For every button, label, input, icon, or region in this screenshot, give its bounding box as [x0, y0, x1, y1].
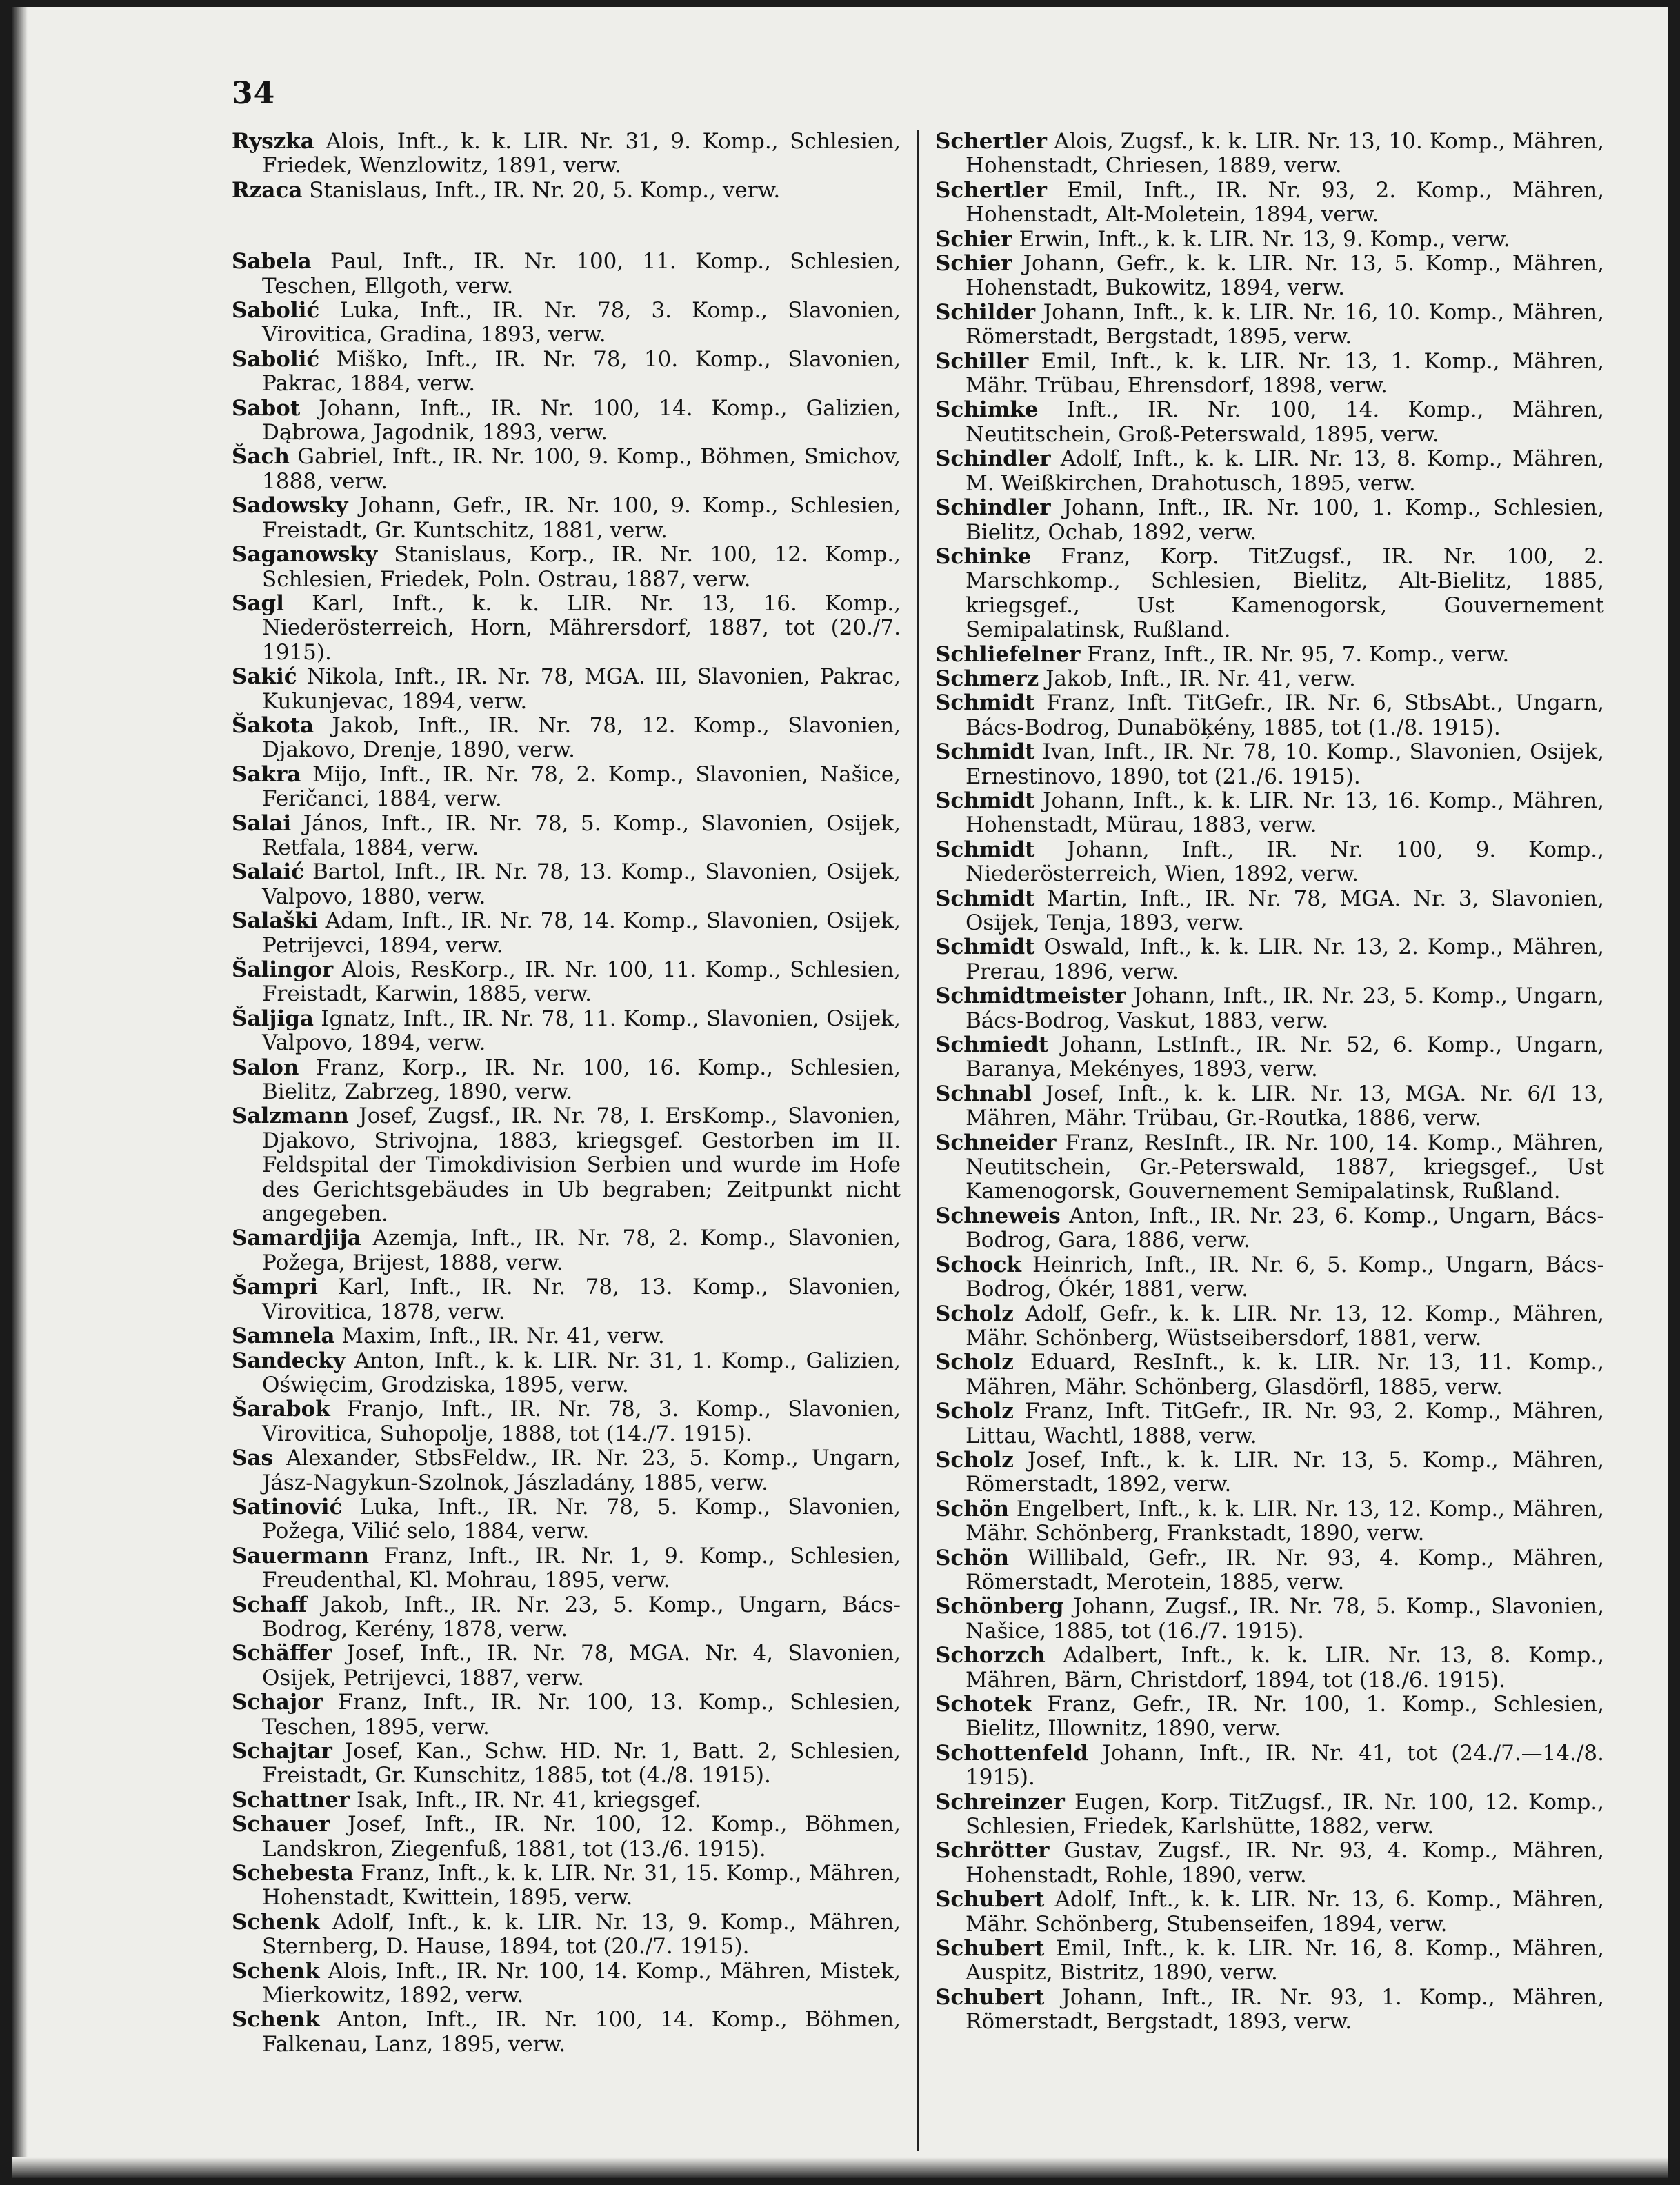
- list-item: Schattner Isak, Inft., IR. Nr. 41, kriegsgef.: [232, 1787, 701, 1813]
- list-item: Schindler Johann, Inft., IR. Nr. 100, 1. Komp., Schlesien, Bielitz, Ochab, 1892, verw.: [935, 495, 1604, 545]
- list-item: Schauer Josef, Inft., IR. Nr. 100, 12. Komp., Böhmen, Landskron, Ziegenfuß, 1881, tot (13./6. 1915).: [232, 1812, 901, 1862]
- list-item: Schubert Adolf, Inft., k. k. LIR. Nr. 13, 6. Komp., Mähren, Mähr. Schönberg, Stubenseifen, 1894, verw.: [935, 1887, 1604, 1937]
- list-item: Sakić Nikola, Inft., IR. Nr. 78, MGA. III, Slavonien, Pakrac, Kukunjevac, 1894, verw.: [232, 664, 901, 714]
- list-item: Sabela Paul, Inft., IR. Nr. 100, 11. Komp., Schlesien, Teschen, Ellgoth, verw.: [232, 249, 901, 299]
- list-item: Šalingor Alois, ResKorp., IR. Nr. 100, 11. Komp., Schlesien, Freistadt, Karwin, 1885, verw.: [232, 957, 901, 1007]
- list-item: Schinke Franz, Korp. TitZugsf., IR. Nr. 100, 2. Marschkomp., Schlesien, Bielitz, Alt-Bielitz, 1885, kriegsgef., Ust Kamenogorsk, Gouvernement Semipalatinsk, Rußland.: [935, 543, 1604, 643]
- list-item: Schaff Jakob, Inft., IR. Nr. 23, 5. Komp., Ungarn, Bács-Bodrog, Kerény, 1878, verw.: [232, 1592, 901, 1642]
- list-item: Salzmann Josef, Zugsf., IR. Nr. 78, I. ErsKomp., Slavonien, Djakovo, Strivojna, 1883, kriegsgef. Gestorben im II. Feldspital der Timokdivision Serbien und wurde im Hofe des Gerichtsgebäudes in Ub begraben; Zeitpunkt nicht angegeben.: [232, 1104, 901, 1227]
- list-item: Schmiedt Johann, LstInft., IR. Nr. 52, 6. Komp., Ungarn, Baranya, Mekényes, 1893, verw.: [935, 1032, 1604, 1082]
- left-column: [232, 130, 901, 2057]
- list-item: Scholz Franz, Inft. TitGefr., IR. Nr. 93, 2. Komp., Mähren, Littau, Wachtl, 1888, verw.: [935, 1399, 1604, 1448]
- list-item: Schajor Franz, Inft., IR. Nr. 100, 13. Komp., Schlesien, Teschen, 1895, verw.: [232, 1690, 901, 1739]
- list-item: Samardjija Azemja, Inft., IR. Nr. 78, 2. Komp., Slavonien, Požega, Brijest, 1888, verw.: [232, 1226, 901, 1275]
- list-item: Šakota Jakob, Inft., IR. Nr. 78, 12. Komp., Slavonien, Djakovo, Drenje, 1890, verw.: [232, 712, 901, 763]
- document-page: [12, 7, 1668, 2178]
- list-item: Salon Franz, Korp., IR. Nr. 100, 16. Komp., Schlesien, Bielitz, Zabrzeg, 1890, verw.: [232, 1055, 901, 1105]
- list-item: Sabot Johann, Inft., IR. Nr. 100, 14. Komp., Galizien, Dąbrowa, Jagodnik, 1893, verw.: [232, 395, 901, 446]
- list-item: Schiller Emil, Inft., k. k. LIR. Nr. 13, 1. Komp., Mähren, Mähr. Trübau, Ehrensdorf, 1898, verw.: [935, 348, 1604, 399]
- list-item: Schmidt Johann, Inft., k. k. LIR. Nr. 13, 16. Komp., Mähren, Hohenstadt, Mürau, 1883, verw.: [935, 788, 1604, 838]
- list-item: Sakra Mijo, Inft., IR. Nr. 78, 2. Komp., Slavonien, Našice, Feričanci, 1884, verw.: [232, 761, 901, 812]
- list-item: Šampri Karl, Inft., IR. Nr. 78, 13. Komp., Slavonien, Virovitica, 1878, verw.: [232, 1275, 901, 1324]
- list-item: Schmerz Jakob, Inft., IR. Nr. 41, verw.: [935, 666, 1356, 691]
- list-item: Schimke Inft., IR. Nr. 100, 14. Komp., Mähren, Neutitschein, Groß-Peterswald, 1895, verw.: [935, 397, 1604, 447]
- list-item: Schier Johann, Gefr., k. k. LIR. Nr. 13, 5. Komp., Mähren, Hohenstadt, Bukowitz, 1894, verw.: [935, 251, 1604, 301]
- list-item: Schön Willibald, Gefr., IR. Nr. 93, 4. Komp., Mähren, Römerstadt, Merotein, 1885, verw.: [935, 1545, 1604, 1595]
- list-item: Schmidt Martin, Inft., IR. Nr. 78, MGA. Nr. 3, Slavonien, Osijek, Tenja, 1893, verw.: [935, 886, 1604, 935]
- list-item: Schenk Alois, Inft., IR. Nr. 100, 14. Komp., Mähren, Mistek, Mierkowitz, 1892, verw.: [232, 1958, 901, 2008]
- list-item: Schreinzer Eugen, Korp. TitZugsf., IR. Nr. 100, 12. Komp., Schlesien, Friedek, Karlshütte, 1882, verw.: [935, 1789, 1604, 1839]
- list-item: Salai János, Inft., IR. Nr. 78, 5. Komp., Slavonien, Osijek, Retfala, 1884, verw.: [232, 810, 901, 860]
- list-item: Schertler Alois, Zugsf., k. k. LIR. Nr. 13, 10. Komp., Mähren, Hohenstadt, Chriesen, 1889, verw.: [935, 129, 1604, 179]
- list-item: Schubert Johann, Inft., IR. Nr. 93, 1. Komp., Mähren, Römerstadt, Bergstadt, 1893, verw.: [935, 1984, 1604, 2035]
- list-item: Schertler Emil, Inft., IR. Nr. 93, 2. Komp., Mähren, Hohenstadt, Alt-Moletein, 1894, verw.: [935, 177, 1604, 228]
- list-item: Schilder Johann, Inft., k. k. LIR. Nr. 16, 10. Komp., Mähren, Römerstadt, Bergstadt, 1895, verw.: [935, 299, 1604, 350]
- right-column: [935, 130, 1604, 2035]
- list-item: Salaić Bartol, Inft., IR. Nr. 78, 13. Komp., Slavonien, Osijek, Valpovo, 1880, verw.: [232, 859, 901, 909]
- scan-edge-bottom: [12, 2157, 1668, 2178]
- list-item: Šarabok Franjo, Inft., IR. Nr. 78, 3. Komp., Slavonien, Virovitica, Suhopolje, 1888, tot (14./7. 1915).: [232, 1397, 901, 1446]
- list-item: Scholz Eduard, ResInft., k. k. LIR. Nr. 13, 11. Komp., Mähren, Mähr. Schönberg, Glasdörfl, 1885, verw.: [935, 1350, 1604, 1399]
- list-item: Schmidt Franz, Inft. TitGefr., IR. Nr. 6, StbsAbt., Ungarn, Bács-Bodrog, Dunaböķény, 1885, tot (1./8. 1915).: [935, 690, 1604, 740]
- list-item: Rzaca Stanislaus, Inft., IR. Nr. 20, 5. Komp., verw.: [232, 177, 781, 203]
- list-item: Salaški Adam, Inft., IR. Nr. 78, 14. Komp., Slavonien, Osijek, Petrijevci, 1894, verw.: [232, 908, 901, 958]
- scan-edge-left: [12, 7, 28, 2178]
- list-item: Schliefelner Franz, Inft., IR. Nr. 95, 7. Komp., verw.: [935, 641, 1510, 667]
- list-item: Schebesta Franz, Inft., k. k. LIR. Nr. 31, 15. Komp., Mähren, Hohenstadt, Kwittein, 1895, verw.: [232, 1861, 901, 1910]
- list-item: Schajtar Josef, Kan., Schw. HD. Nr. 1, Batt. 2, Schlesien, Freistadt, Gr. Kunschitz, 1885, tot (4./8. 1915).: [232, 1739, 901, 1788]
- list-item: Sauermann Franz, Inft., IR. Nr. 1, 9. Komp., Schlesien, Freudenthal, Kl. Mohrau, 1895, verw.: [232, 1543, 901, 1593]
- list-item: Sabolić Miško, Inft., IR. Nr. 78, 10. Komp., Slavonien, Pakrac, 1884, verw.: [232, 346, 901, 397]
- list-item: Schindler Adolf, Inft., k. k. LIR. Nr. 13, 8. Komp., Mähren, M. Weißkirchen, Drahotusch, 1895, verw.: [935, 446, 1604, 496]
- list-item: Schneweis Anton, Inft., IR. Nr. 23, 6. Komp., Ungarn, Bács-Bodrog, Gara, 1886, verw.: [935, 1203, 1604, 1253]
- list-item: Šaljiga Ignatz, Inft., IR. Nr. 78, 11. Komp., Slavonien, Osijek, Valpovo, 1894, verw.: [232, 1006, 901, 1056]
- list-item: Sas Alexander, StbsFeldw., IR. Nr. 23, 5. Komp., Ungarn, Jász-Nagykun-Szolnok, Jászladány, 1885, verw.: [232, 1446, 901, 1495]
- list-item: Schäffer Josef, Inft., IR. Nr. 78, MGA. Nr. 4, Slavonien, Osijek, Petrijevci, 1887, verw.: [232, 1641, 901, 1690]
- list-item: Sagl Karl, Inft., k. k. LIR. Nr. 13, 16. Komp., Niederösterreich, Horn, Mährersdorf, 1887, tot (20./7. 1915).: [232, 590, 901, 665]
- list-item: Sadowsky Johann, Gefr., IR. Nr. 100, 9. Komp., Schlesien, Freistadt, Gr. Kuntschitz, 1881, verw.: [232, 493, 901, 543]
- list-item: Schönberg Johann, Zugsf., IR. Nr. 78, 5. Komp., Slavonien, Našice, 1885, tot (16./7. 1915).: [935, 1594, 1604, 1644]
- list-item: Schön Engelbert, Inft., k. k. LIR. Nr. 13, 12. Komp., Mähren, Mähr. Schönberg, Frankstadt, 1890, verw.: [935, 1496, 1604, 1546]
- page-number: 34: [232, 76, 276, 111]
- list-item: Schier Erwin, Inft., k. k. LIR. Nr. 13, 9. Komp., verw.: [935, 226, 1510, 252]
- list-item: Schmidtmeister Johann, Inft., IR. Nr. 23, 5. Komp., Ungarn, Bács-Bodrog, Vaskut, 1883, verw.: [935, 984, 1604, 1033]
- column-divider: [917, 130, 919, 2151]
- list-item: Schenk Adolf, Inft., k. k. LIR. Nr. 13, 9. Komp., Mähren, Sternberg, D. Hause, 1894, tot (20./7. 1915).: [232, 1909, 901, 1959]
- list-item: Schrötter Gustav, Zugsf., IR. Nr. 93, 4. Komp., Mähren, Hohenstadt, Rohle, 1890, verw.: [935, 1838, 1604, 1888]
- list-item: Schnabl Josef, Inft., k. k. LIR. Nr. 13, MGA. Nr. 6/I 13, Mähren, Mähr. Trübau, Gr.-Routka, 1886, verw.: [935, 1081, 1604, 1131]
- list-item: Schmidt Oswald, Inft., k. k. LIR. Nr. 13, 2. Komp., Mähren, Prerau, 1896, verw.: [935, 935, 1604, 984]
- list-item: Šach Gabriel, Inft., IR. Nr. 100, 9. Komp., Böhmen, Smichov, 1888, verw.: [232, 444, 901, 494]
- list-item: Schock Heinrich, Inft., IR. Nr. 6, 5. Komp., Ungarn, Bács-Bodrog, Ókér, 1881, verw.: [935, 1252, 1604, 1302]
- list-item: Sabolić Luka, Inft., IR. Nr. 78, 3. Komp., Slavonien, Virovitica, Gradina, 1893, verw.: [232, 298, 901, 348]
- list-item: Saganowsky Stanislaus, Korp., IR. Nr. 100, 12. Komp., Schlesien, Friedek, Poln. Ostrau, 1887, verw.: [232, 542, 901, 592]
- list-item: Schneider Franz, ResInft., IR. Nr. 100, 14. Komp., Mähren, Neutitschein, Gr.-Peterswald, 1887, kriegsgef., Ust Kamenogorsk, Gouvernement Semipalatinsk, Rußland.: [935, 1130, 1604, 1204]
- list-item: Scholz Josef, Inft., k. k. LIR. Nr. 13, 5. Komp., Mähren, Römerstadt, 1892, verw.: [935, 1447, 1604, 1497]
- list-item: Ryszka Alois, Inft., k. k. LIR. Nr. 31, 9. Komp., Schlesien, Friedek, Wenzlowitz, 1891, verw.: [232, 129, 901, 179]
- list-item: Sandecky Anton, Inft., k. k. LIR. Nr. 31, 1. Komp., Galizien, Oświęcim, Grodziska, 1895, verw.: [232, 1348, 901, 1397]
- list-item: Schotek Franz, Gefr., IR. Nr. 100, 1. Komp., Schlesien, Bielitz, Illownitz, 1890, verw.: [935, 1692, 1604, 1742]
- list-item: Schottenfeld Johann, Inft., IR. Nr. 41, tot (24./7.—14./8. 1915).: [935, 1740, 1604, 1790]
- list-item: Schmidt Ivan, Inft., IR. Nr. 78, 10. Komp., Slavonien, Osijek, Ernestinovo, 1890, tot (21./6. 1915).: [935, 739, 1604, 789]
- list-item: Samnela Maxim, Inft., IR. Nr. 41, verw.: [232, 1324, 665, 1349]
- list-item: Schmidt Johann, Inft., IR. Nr. 100, 9. Komp., Niederösterreich, Wien, 1892, verw.: [935, 837, 1604, 887]
- list-item: Schubert Emil, Inft., k. k. LIR. Nr. 16, 8. Komp., Mähren, Auspitz, Bistritz, 1890, verw.: [935, 1936, 1604, 1986]
- list-item: Scholz Adolf, Gefr., k. k. LIR. Nr. 13, 12. Komp., Mähren, Mähr. Schönberg, Wüstseibersdorf, 1881, verw.: [935, 1301, 1604, 1350]
- list-item: Satinović Luka, Inft., IR. Nr. 78, 5. Komp., Slavonien, Požega, Vilić selo, 1884, verw.: [232, 1494, 901, 1544]
- list-item: Schenk Anton, Inft., IR. Nr. 100, 14. Komp., Böhmen, Falkenau, Lanz, 1895, verw.: [232, 2007, 901, 2057]
- list-item: Schorzch Adalbert, Inft., k. k. LIR. Nr. 13, 8. Komp., Mähren, Bärn, Christdorf, 1894, tot (18./6. 1915).: [935, 1643, 1604, 1693]
